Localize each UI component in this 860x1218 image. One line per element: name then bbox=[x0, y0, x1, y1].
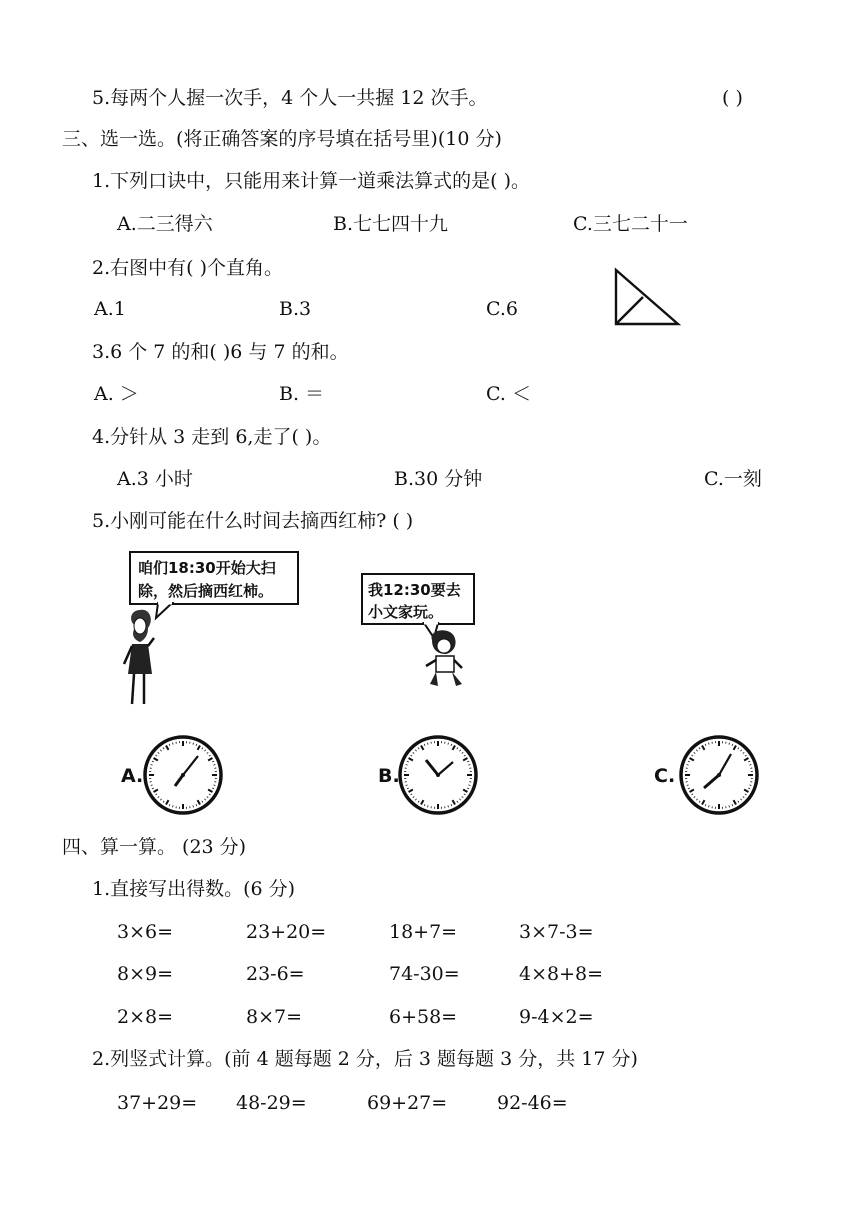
q3-5-question: 5.小刚可能在什么时间去摘西红柿? ( ) bbox=[92, 510, 414, 532]
judge-item-5-answer-paren[interactable]: ( ) bbox=[722, 87, 743, 109]
calc-r1-c4: 3×7-3= bbox=[519, 921, 594, 943]
bubble-right-line2: 小文家玩。 bbox=[368, 603, 444, 621]
clock-option-b-label: B. bbox=[378, 765, 400, 787]
boy-illustration bbox=[358, 570, 488, 692]
calc-r1-c2: 23+20= bbox=[246, 921, 327, 943]
vertical-calc-2: 48-29= bbox=[236, 1092, 307, 1114]
vertical-calc-3: 69+27= bbox=[367, 1092, 448, 1114]
clock-option-a-label: A. bbox=[121, 765, 144, 787]
q3-4-option-c: C.一刻 bbox=[704, 468, 762, 490]
section-4-heading: 四、算一算。 (23 分) bbox=[62, 836, 247, 858]
vertical-calc-1: 37+29= bbox=[117, 1092, 198, 1114]
q3-1-option-c: C.三七二十一 bbox=[573, 213, 688, 235]
q4-1-title: 1.直接写出得数。(6 分) bbox=[92, 878, 296, 900]
q3-1-question: 1.下列口诀中，只能用来计算一道乘法算式的是( )。 bbox=[92, 170, 530, 192]
calc-r3-c2: 8×7= bbox=[246, 1006, 303, 1028]
bubble-right-line1: 我12:30要去 bbox=[368, 581, 461, 599]
q3-3-option-a: A. ＞ bbox=[94, 383, 139, 405]
calc-r3-c4: 9-4×2= bbox=[519, 1006, 594, 1028]
q3-2-option-c: C.6 bbox=[486, 298, 518, 320]
calc-r3-c3: 6+58= bbox=[389, 1006, 458, 1028]
judge-item-5: 5.每两个人握一次手，4 个人一共握 12 次手。 bbox=[92, 87, 488, 109]
q4-2-title: 2.列竖式计算。(前 4 题每题 2 分，后 3 题每题 3 分，共 17 分) bbox=[92, 1048, 638, 1070]
q3-2-option-a: A.1 bbox=[94, 298, 126, 320]
clock-a-icon bbox=[142, 734, 224, 816]
q3-1-option-b: B.七七四十九 bbox=[333, 213, 449, 235]
section-3-heading: 三、选一选。(将正确答案的序号填在括号里)(10 分) bbox=[62, 128, 502, 150]
calc-r2-c2: 23-6= bbox=[246, 963, 305, 985]
triangle-figure bbox=[610, 266, 686, 330]
q3-3-question: 3.6 个 7 的和( )6 与 7 的和。 bbox=[92, 341, 349, 363]
q3-2-option-b: B.3 bbox=[279, 298, 312, 320]
woman-illustration bbox=[118, 548, 308, 710]
q3-4-option-b: B.30 分钟 bbox=[394, 468, 483, 490]
calc-r1-c1: 3×6= bbox=[117, 921, 174, 943]
q3-4-question: 4.分针从 3 走到 6,走了( )。 bbox=[92, 426, 332, 448]
clock-b-icon bbox=[397, 734, 479, 816]
clock-option-c-label: C. bbox=[654, 765, 676, 787]
calc-r1-c3: 18+7= bbox=[389, 921, 458, 943]
bubble-left-line1: 咱们18:30开始大扫 bbox=[138, 559, 276, 577]
bubble-left-line2: 除，然后摘西红柿。 bbox=[138, 582, 274, 600]
calc-r2-c4: 4×8+8= bbox=[519, 963, 604, 985]
q3-4-option-a: A.3 小时 bbox=[117, 468, 193, 490]
clock-c-icon bbox=[678, 734, 760, 816]
q3-3-option-c: C. ＜ bbox=[486, 383, 531, 405]
calc-r3-c1: 2×8= bbox=[117, 1006, 174, 1028]
calc-r2-c3: 74-30= bbox=[389, 963, 460, 985]
q3-3-option-b: B. ＝ bbox=[279, 383, 325, 405]
calc-r2-c1: 8×9= bbox=[117, 963, 174, 985]
q3-1-option-a: A.二三得六 bbox=[117, 213, 213, 235]
q3-2-question: 2.右图中有( )个直角。 bbox=[92, 257, 283, 279]
vertical-calc-4: 92-46= bbox=[497, 1092, 568, 1114]
